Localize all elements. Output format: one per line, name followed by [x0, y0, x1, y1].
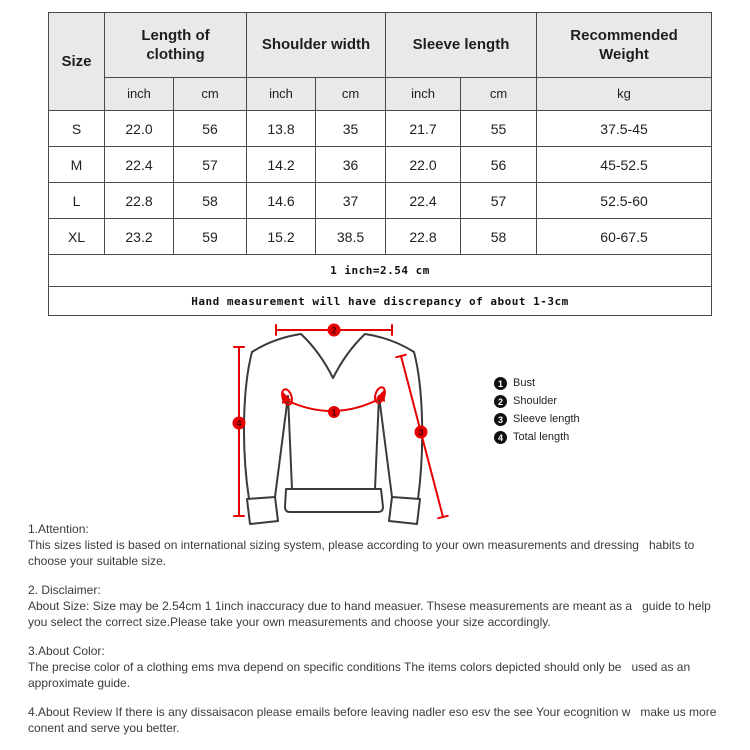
cell-value: 56: [174, 111, 247, 147]
marker-3: 3: [418, 427, 424, 438]
cell-value: 22.0: [105, 111, 174, 147]
legend-item-sleeve-length: 3 Sleeve length: [494, 413, 580, 426]
table-units-row: [49, 78, 712, 111]
sweater-outline: [244, 334, 422, 524]
size-chart-table: [48, 12, 712, 316]
col-header-sleeve: Sleeve length: [386, 13, 537, 78]
col-header-weight: Recommended Weight: [537, 13, 712, 78]
col-header-shoulder: Shoulder width: [247, 13, 386, 78]
marker-4: 4: [236, 418, 242, 429]
marker-2: 2: [331, 325, 337, 336]
size-label: XL: [49, 219, 105, 255]
cell-value: 60-67.5: [537, 219, 712, 255]
size-label: M: [49, 147, 105, 183]
cell-value: 21.7: [386, 111, 461, 147]
cell-value: 22.4: [386, 183, 461, 219]
table-header-row: [49, 13, 712, 78]
cell-value: 38.5: [316, 219, 386, 255]
section-heading: 3.About Color:: [28, 644, 105, 658]
marker-circles: [233, 324, 428, 439]
measurement-legend: [494, 377, 580, 444]
section-body: About Size: Size may be 2.54cm 1 1inch inaccuracy due to hand measuer. Thsese measurements are meant as a guide to help you select the correct size.Please take your own measurements and choose your size accordingly.: [28, 599, 715, 629]
unit-sleeve-cm: cm: [461, 78, 537, 111]
table-row-m: [49, 147, 712, 183]
cell-value: 57: [174, 147, 247, 183]
legend-item-total-length: 4 Total length: [494, 431, 580, 444]
section-heading: 1.Attention:: [28, 522, 89, 536]
cell-value: 22.8: [105, 183, 174, 219]
cell-value: 59: [174, 219, 247, 255]
cell-value: 56: [461, 147, 537, 183]
section-body: The precise color of a clothing ems mva depend on specific conditions The items colors depicted should only be used as an approximate guide.: [28, 660, 694, 690]
cell-value: 45-52.5: [537, 147, 712, 183]
legend-number-icon: 1: [494, 377, 507, 390]
cell-value: 15.2: [247, 219, 316, 255]
legend-number-icon: 3: [494, 413, 507, 426]
cell-value: 35: [316, 111, 386, 147]
size-label: L: [49, 183, 105, 219]
section-about-color: [28, 643, 728, 691]
cell-value: 22.4: [105, 147, 174, 183]
legend-number-icon: 2: [494, 395, 507, 408]
product-notes: [28, 521, 728, 749]
unit-shoulder-cm: cm: [316, 78, 386, 111]
table-row-l: [49, 183, 712, 219]
unit-length-cm: cm: [174, 78, 247, 111]
legend-item-shoulder: 2 Shoulder: [494, 395, 580, 408]
unit-length-inch: inch: [105, 78, 174, 111]
table-note-measure-discrepancy: Hand measurement will have discrepancy of about 1-3cm: [49, 287, 712, 316]
cell-value: 57: [461, 183, 537, 219]
col-header-length: Length of clothing: [105, 13, 247, 78]
unit-weight-kg: kg: [537, 78, 712, 111]
section-about-review: [28, 704, 728, 736]
cell-value: 37.5-45: [537, 111, 712, 147]
cell-value: 14.2: [247, 147, 316, 183]
cell-value: 37: [316, 183, 386, 219]
unit-sleeve-inch: inch: [386, 78, 461, 111]
section-attention: [28, 521, 728, 569]
bust-arrowheads: [282, 390, 385, 404]
unit-shoulder-inch: inch: [247, 78, 316, 111]
cell-value: 13.8: [247, 111, 316, 147]
section-heading: 2. Disclaimer:: [28, 583, 101, 597]
size-label: S: [49, 111, 105, 147]
cell-value: 22.0: [386, 147, 461, 183]
legend-item-bust: 1 Bust: [494, 377, 580, 390]
cell-value: 58: [174, 183, 247, 219]
cell-value: 58: [461, 219, 537, 255]
cell-value: 23.2: [105, 219, 174, 255]
section-disclaimer: [28, 582, 728, 630]
legend-number-icon: 4: [494, 431, 507, 444]
section-body: 4.About Review If there is any dissaisacon please emails before leaving nadler eso esv the see Your ecognition w make us more conent and serve you better.: [28, 705, 720, 735]
cell-value: 22.8: [386, 219, 461, 255]
cell-value: 14.6: [247, 183, 316, 219]
cell-value: 55: [461, 111, 537, 147]
col-header-size: Size: [49, 13, 105, 111]
sweater-measurement-diagram: [222, 316, 492, 528]
marker-1: 1: [331, 407, 337, 418]
cell-value: 52.5-60: [537, 183, 712, 219]
table-note-inch-conversion: 1 inch=2.54 cm: [49, 255, 712, 287]
table-row-xl: [49, 219, 712, 255]
cell-value: 36: [316, 147, 386, 183]
table-row-s: [49, 111, 712, 147]
section-body: This sizes listed is based on international sizing system, please according to your own measurements and dressing habits to choose your suitable size.: [28, 538, 698, 568]
